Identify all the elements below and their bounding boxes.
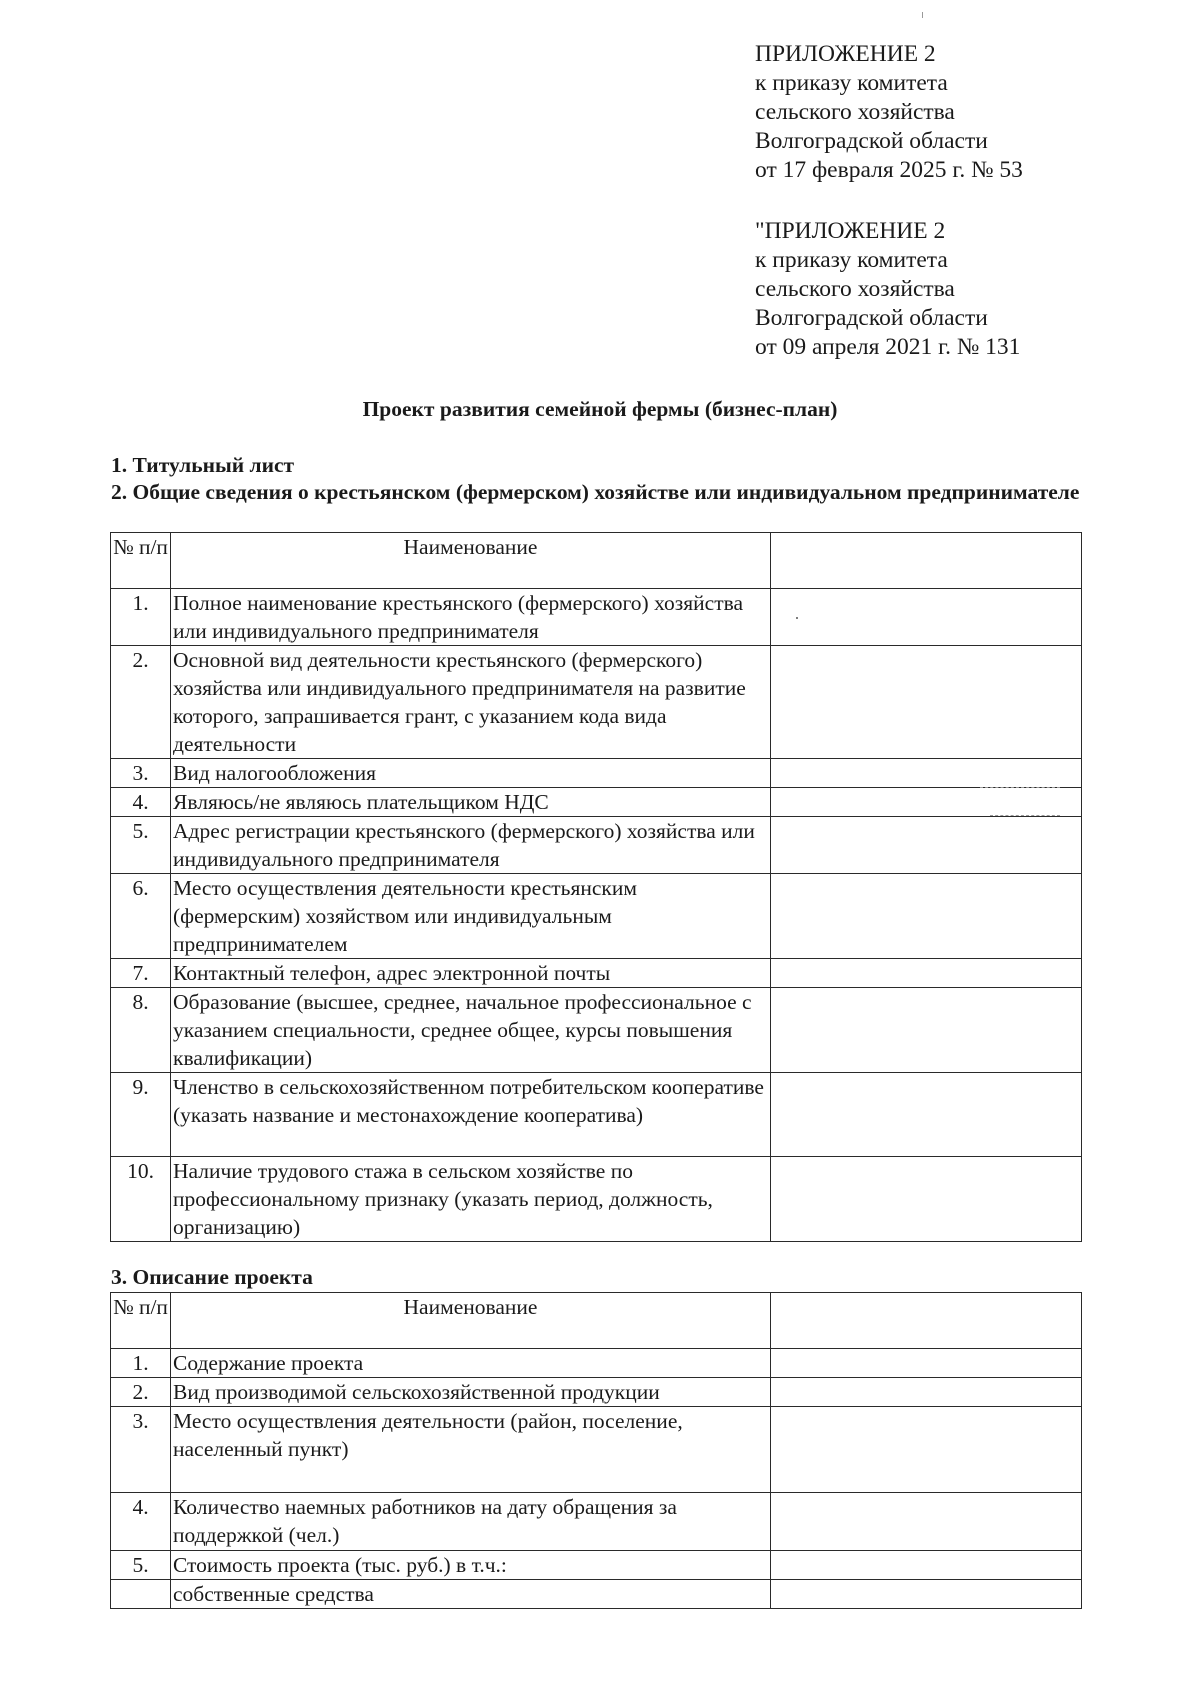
table-row [111,988,1082,1073]
value-cell [771,589,1082,646]
row-num: 2. [111,1378,171,1407]
value-cell [771,646,1082,759]
header-num: № п/п [111,1293,171,1349]
header-name: Наименование [171,533,771,589]
annex-line: от 17 февраля 2025 г. № 53 [755,157,1023,183]
general-info-table [110,532,1082,1242]
table-row [111,1157,1082,1242]
row-name: Вид налогообложения [171,759,771,788]
value-cell [771,1378,1082,1407]
annex-header-previous [755,217,1175,362]
row-name: Место осуществления деятельности (район, поселение, населенный пункт) [171,1407,771,1493]
annex-line: Волгоградской области [755,128,988,154]
value-cell [771,1157,1082,1242]
value-cell [771,1407,1082,1493]
value-cell [771,817,1082,874]
annex-line: сельского хозяйства [755,99,955,125]
row-name: Членство в сельскохозяйственном потребительском кооперативе (указать название и местонахождение кооператива) [171,1073,771,1157]
table-row [111,874,1082,959]
value-cell [771,1580,1082,1609]
table-row [111,1551,1082,1580]
value-cell [771,874,1082,959]
section-title-title-page: 1. Титульный лист [111,453,295,477]
row-name: Образование (высшее, среднее, начальное профессиональное с указанием специальности, среднее общее, курсы повышения квалификации) [171,988,771,1073]
row-num: 10. [111,1157,171,1242]
value-cell [771,1073,1082,1157]
row-num: 1. [111,589,171,646]
scan-artifact-line [980,787,1060,789]
row-name: Наличие трудового стажа в сельском хозяйстве по профессиональному признаку (указать период, должность, организацию) [171,1157,771,1242]
project-description-table [110,1292,1082,1609]
row-num: 3. [111,1407,171,1493]
table-row [111,646,1082,759]
annex-line: к приказу комитета [755,247,948,273]
annex-header-current [755,40,1175,185]
row-num: 4. [111,1493,171,1551]
row-num: 3. [111,759,171,788]
table-row [111,817,1082,874]
row-num: 6. [111,874,171,959]
table-header-row [111,533,1082,589]
annex-line: Волгоградской области [755,305,988,331]
row-num: 5. [111,817,171,874]
row-num: 7. [111,959,171,988]
value-cell [771,1349,1082,1378]
table-row [111,1580,1082,1609]
table-row [111,1073,1082,1157]
row-name: Являюсь/не являюсь плательщиком НДС [171,788,771,817]
row-name: Адрес регистрации крестьянского (фермерского) хозяйства или индивидуального предпринимателя [171,817,771,874]
row-name: Контактный телефон, адрес электронной почты [171,959,771,988]
row-num: 1. [111,1349,171,1378]
scan-mark [922,12,923,18]
table-row [111,788,1082,817]
row-name: Полное наименование крестьянского (фермерского) хозяйства или индивидуального предпринимателя [171,589,771,646]
annex-line: от 09 апреля 2021 г. № 131 [755,334,1021,360]
row-num: 2. [111,646,171,759]
value-cell [771,959,1082,988]
row-num [111,1580,171,1609]
row-name: Место осуществления деятельности крестьянским (фермерским) хозяйством или индивидуальным предпринимателем [171,874,771,959]
header-num: № п/п [111,533,171,589]
document-title: Проект развития семейной фермы (бизнес-план) [362,397,838,421]
table-row [111,1407,1082,1493]
value-cell [771,988,1082,1073]
row-name: Количество наемных работников на дату обращения за поддержкой (чел.) [171,1493,771,1551]
row-name: Содержание проекта [171,1349,771,1378]
scan-artifact-line [990,815,1060,817]
row-name: Вид производимой сельскохозяйственной продукции [171,1378,771,1407]
table-header-row [111,1293,1082,1349]
table-row [111,959,1082,988]
annex-line: к приказу комитета [755,70,948,96]
table-row [111,759,1082,788]
value-cell [771,759,1082,788]
row-name: Основной вид деятельности крестьянского (фермерского) хозяйства или индивидуального предпринимателя на развитие которого, запрашивается грант, с указанием кода вида деятельности [171,646,771,759]
row-num: 9. [111,1073,171,1157]
table-row [111,1378,1082,1407]
row-num: 4. [111,788,171,817]
section-title-project-description: 3. Описание проекта [111,1265,313,1289]
table-row [111,589,1082,646]
table-row [111,1493,1082,1551]
header-name: Наименование [171,1293,771,1349]
annex-line: сельского хозяйства [755,276,955,302]
row-name: Стоимость проекта (тыс. руб.) в т.ч.: [171,1551,771,1580]
value-cell [771,788,1082,817]
scan-speck [796,617,798,619]
row-name: собственные средства [171,1580,771,1609]
row-num: 5. [111,1551,171,1580]
value-cell [771,1551,1082,1580]
section-title-general-info: 2. Общие сведения о крестьянском (фермерском) хозяйстве или индивидуальном предпринимателе [111,480,1080,504]
table-row [111,1349,1082,1378]
row-num: 8. [111,988,171,1073]
value-cell [771,1293,1082,1349]
value-cell [771,1493,1082,1551]
annex-line: "ПРИЛОЖЕНИЕ 2 [755,218,946,244]
annex-line: ПРИЛОЖЕНИЕ 2 [755,41,936,67]
value-cell [771,533,1082,589]
